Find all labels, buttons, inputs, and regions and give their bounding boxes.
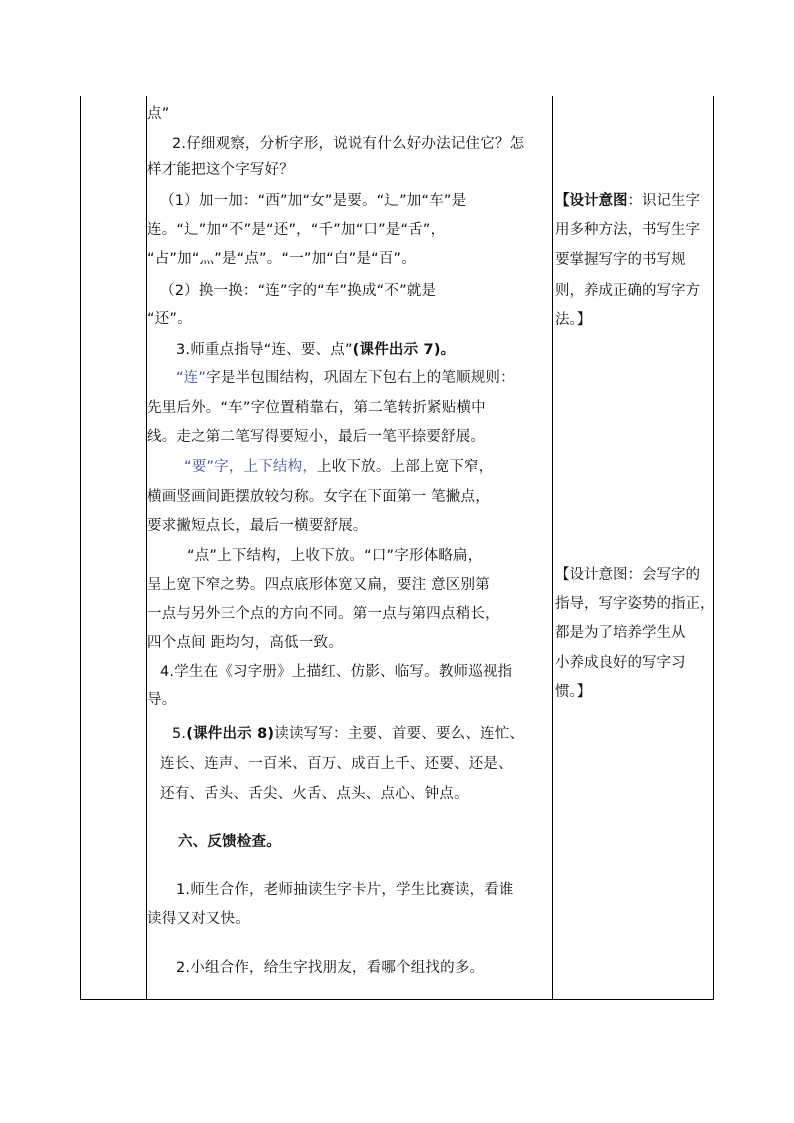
step5-words: 读读写写：主要、首要、要么、连忙、 (274, 726, 525, 742)
step4-line2: 导。 (147, 692, 177, 708)
section-heading-feedback: 六、反馈检查。 (178, 834, 281, 850)
design-note1-line3: 要掌握写字的书写规 (555, 252, 686, 268)
step5-number: 5. (172, 726, 187, 742)
design-note2-line3: 都是为了培养学生从 (555, 625, 686, 641)
dian-line2: 呈上宽下窄之势。四点底形体宽又扁，要注 意区别第 (147, 577, 490, 593)
yao-line1 (184, 457, 493, 477)
table-border-bottom (80, 999, 714, 1000)
yao-line3: 要求撇短点长，最后一横要舒展。 (147, 518, 368, 534)
feedback2: 2.小组合作，给生字找朋友，看哪个组找的多。 (176, 960, 485, 976)
yao-char: “要”字，上下结构， (184, 459, 318, 475)
feedback1-line2: 读得又对又快。 (147, 911, 250, 927)
table-divider-2 (552, 96, 553, 1000)
courseware-label-7: (课件出示 7)。 (352, 342, 456, 358)
courseware-label-8: (课件出示 8) (186, 726, 275, 742)
step2-line2: 样才能把这个字写好？ (147, 162, 294, 178)
step5-line1 (172, 724, 524, 744)
dian-line4: 四个点间 距均匀，高低一致。 (147, 635, 343, 651)
step5-line3: 还有、舌头、舌尖、火舌、点头、点心、钟点。 (160, 786, 469, 802)
step3-heading (176, 340, 455, 360)
add-method-line2: 连。“辶”加“不”是“还”，“千”加“口”是“舌”， (147, 222, 446, 238)
yao-line2: 横画竖画间距摆放较匀称。女字在下面第一 笔撇点， (147, 489, 490, 505)
swap-method-line2: “还”。 (147, 311, 192, 327)
design-note2-line4: 小养成良好的写字习 (555, 655, 686, 671)
design-note2-line5: 惯。】 (555, 684, 592, 700)
lian-desc: 字是半包围结构，巩固左下包右上的笔顺规则： (206, 370, 515, 386)
swap-method-line1: （2）换一换：“连”字的“车”换成“不”就是 (160, 283, 437, 299)
step2-line1: 2.仔细观察，分析字形，说说有什么好办法记住它？怎 (172, 136, 525, 152)
add-method-line3: “占”加“灬”是“点”。“一”加“白”是“百”。 (147, 251, 416, 267)
table-border-right (713, 96, 714, 1000)
table-border-left (80, 96, 81, 1000)
lian-line2: 先里后外。“车”字位置稍靠右，第二笔转折紧贴横中 (147, 400, 486, 416)
step3-text: 3.师重点指导“连、要、点” (176, 342, 353, 358)
design-note1-line1 (555, 191, 700, 211)
feedback1-line1: 1.师生合作，老师抽读生字卡片，学生比赛读，看谁 (176, 882, 514, 898)
design-note1-line2: 用多种方法，书写生字 (555, 222, 700, 238)
design-note2-line2: 指导，写字姿势的指正， (555, 596, 715, 612)
dian-line3: 一点与另外三个点的方向不同。第一点与第四点稍长， (147, 606, 500, 622)
dian-line1: “点”上下结构，上收下放。“口”字形体略扁， (187, 548, 483, 564)
step4-line1: 4.学生在《习字册》上描红、仿影、临写。教师巡视指 (160, 664, 513, 680)
design-note2-line1: 【设计意图：会写字的 (555, 567, 700, 583)
lian-line1 (176, 368, 515, 388)
design-note1-text: ：识记生字 (627, 193, 700, 209)
design-note1-label: 【设计意图 (555, 193, 628, 209)
add-method-line1: （1）加一加：“西”加“女”是要。“辶”加“车”是 (160, 193, 467, 209)
step5-line2: 连长、连声、一百米、百万、成百上千、还要、还是、 (160, 756, 513, 772)
design-note1-line4: 则，养成正确的写字方 (555, 283, 700, 299)
lian-char: “连” (176, 370, 207, 386)
yao-desc: 上收下放。上部上宽下窄， (317, 459, 494, 475)
lian-line3: 线。走之第二笔写得要短小，最后一笔平捺要舒展。 (147, 429, 486, 445)
top-continuation: 点” (147, 106, 170, 122)
design-note1-line5: 法。】 (555, 312, 592, 328)
